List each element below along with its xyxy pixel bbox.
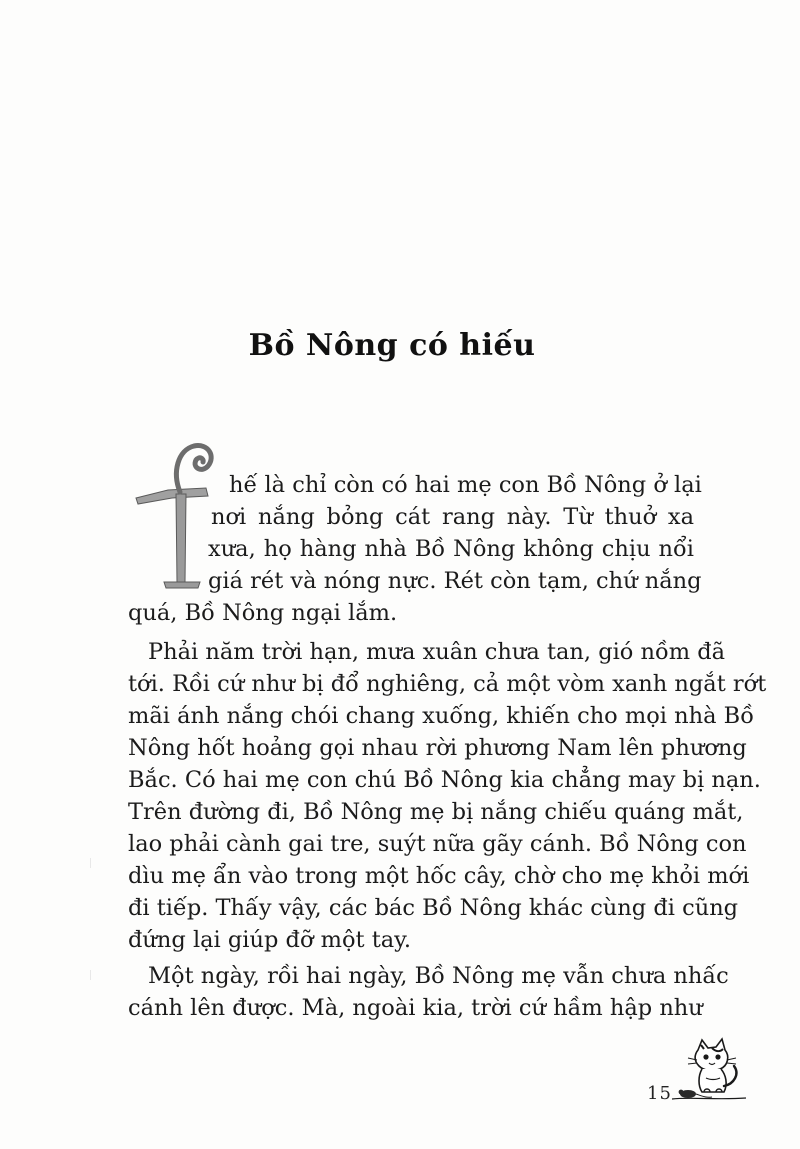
text-line: Bắc. Có hai mẹ con chú Bồ Nông kia chẳng may bị nạn. — [128, 767, 761, 793]
text-line: hế là chỉ còn có hai mẹ con Bồ Nông ở lại — [229, 472, 702, 498]
paragraph-3 — [128, 960, 729, 1024]
page-number: 15 — [647, 1083, 672, 1104]
text-line: nơi nắng bỏng cát rang này. Từ thuở xa — [211, 504, 694, 530]
paragraph-2 — [128, 636, 767, 956]
text-line: Phải năm trời hạn, mưa xuân chưa tan, gió nồm đã — [148, 639, 726, 665]
text-line: dìu mẹ ẩn vào trong một hốc cây, chờ cho mẹ khỏi mới — [128, 863, 750, 889]
margin-mark — [90, 970, 99, 980]
text-line: đi tiếp. Thấy vậy, các bác Bồ Nông khác cùng đi cũng — [128, 895, 739, 921]
text-line: cánh lên được. Mà, ngoài kia, trời cứ hầm hập như — [128, 995, 703, 1021]
paragraph-1 — [128, 469, 702, 629]
text-line: xưa, họ hàng nhà Bồ Nông không chịu nổi — [208, 536, 694, 562]
text-line: Một ngày, rồi hai ngày, Bồ Nông mẹ vẫn chưa nhấc — [148, 963, 729, 989]
text-line: tới. Rồi cứ như bị đổ nghiêng, cả một vòm xanh ngắt rớt — [128, 671, 767, 697]
text-line: Trên đường đi, Bồ Nông mẹ bị nắng chiếu quáng mắt, — [128, 799, 744, 825]
text-line: quá, Bồ Nông ngại lắm. — [128, 600, 398, 626]
text-line: lao phải cành gai tre, suýt nữa gãy cánh. Bồ Nông con — [128, 831, 747, 857]
text-line: Nông hốt hoảng gọi nhau rời phương Nam lên phương — [128, 735, 747, 761]
text-line: giá rét và nóng nực. Rét còn tạm, chứ nắng — [208, 568, 702, 594]
chapter-title: Bồ Nông có hiếu — [248, 328, 536, 363]
text-line: đứng lại giúp đỡ một tay. — [128, 927, 412, 953]
margin-mark — [90, 858, 99, 868]
cat-with-mouse-icon — [668, 1036, 748, 1104]
text-line: mãi ánh nắng chói chang xuống, khiến cho mọi nhà Bồ — [128, 703, 754, 729]
